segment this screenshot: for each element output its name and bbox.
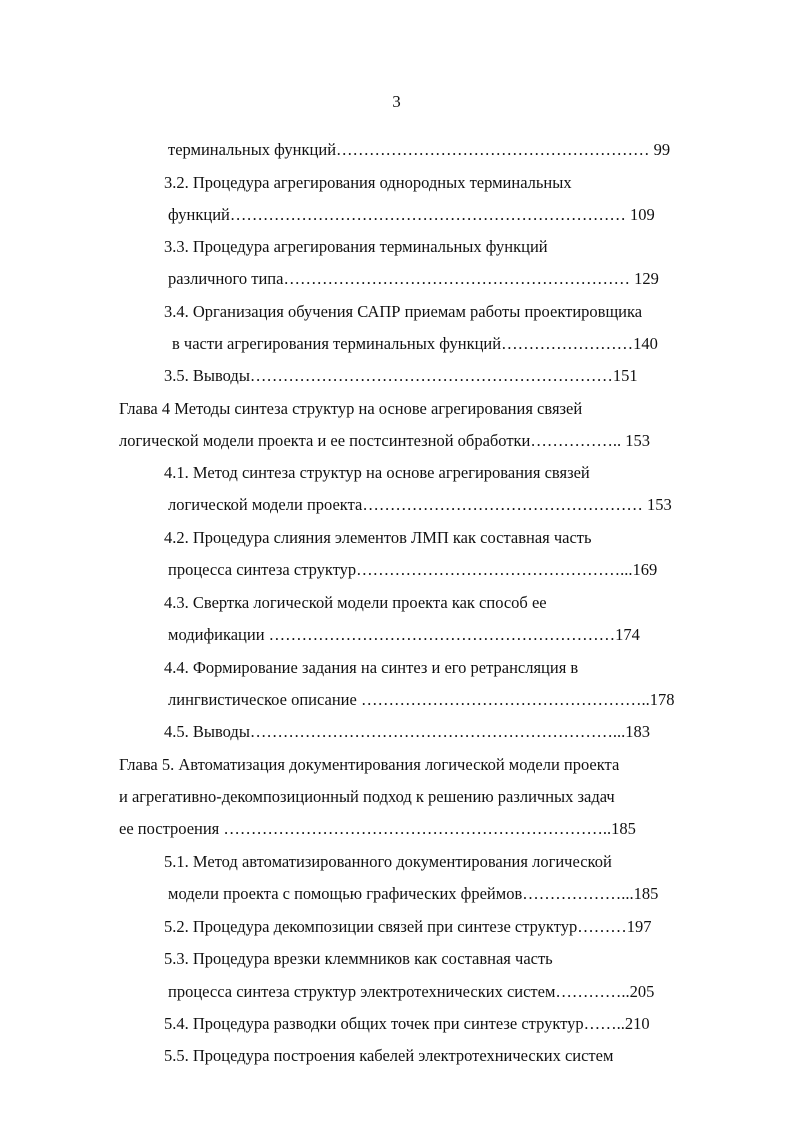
toc-entry-4-3-cont: модификации ………………………………………………………174 xyxy=(168,625,640,644)
toc-entry-3-3: 3.3. Процедура агрегирования терминальных функций xyxy=(164,237,548,256)
toc-entry-5-5: 5.5. Процедура построения кабелей электротехнических систем xyxy=(164,1046,614,1065)
toc-entry-4-1: 4.1. Метод синтеза структур на основе агрегирования связей xyxy=(164,463,590,482)
toc-entry-4-2-cont: процесса синтеза структур…………………………………………...169 xyxy=(168,560,658,579)
toc-entry-5-1: 5.1. Метод автоматизированного документирования логической xyxy=(164,852,612,871)
toc-entry-4-1-cont: логической модели проекта…………………………………………… 153 xyxy=(168,495,672,514)
toc-entry-5-4: 5.4. Процедура разводки общих точек при синтезе структур……..210 xyxy=(164,1014,650,1033)
toc-chapter-4-cont: логической модели проекта и ее постсинтезной обработки…………….. 153 xyxy=(119,431,651,450)
toc-entry-5-3: 5.3. Процедура врезки клеммников как составная часть xyxy=(164,949,553,968)
toc-entry-4-5: 4.5. Выводы…………………………………………………………...183 xyxy=(164,722,651,741)
toc-entry-4-4-cont: лингвистическое описание ……………………………………………..178 xyxy=(168,690,675,709)
toc-chapter-4: Глава 4 Методы синтеза структур на основе агрегирования связей xyxy=(119,399,583,418)
toc-entry-3-5: 3.5. Выводы…………………………………………………………151 xyxy=(164,366,638,385)
toc-chapter-5: Глава 5. Автоматизация документирования логической модели проекта xyxy=(119,755,620,774)
toc-entry-4-4: 4.4. Формирование задания на синтез и его ретрансляция в xyxy=(164,658,579,677)
toc-chapter-5-cont2: ее построения ……………………………………………………………..185 xyxy=(119,819,636,838)
toc-entry-5-3-cont: процесса синтеза структур электротехнических систем…………..205 xyxy=(168,982,655,1001)
toc-entry-5-2: 5.2. Процедура декомпозиции связей при синтезе структур………197 xyxy=(164,917,652,936)
toc-entry-3-2-cont: функций……………………………………………………………… 109 xyxy=(168,205,655,224)
toc-entry-3-3-cont: различного типа……………………………………………………… 129 xyxy=(168,269,659,288)
toc-entry-4-3: 4.3. Свертка логической модели проекта как способ ее xyxy=(164,593,547,612)
toc-entry-3-4: 3.4. Организация обучения САПР приемам работы проектировщика xyxy=(164,302,643,321)
page-number: 3 xyxy=(392,92,401,111)
toc-entry-3-2: 3.2. Процедура агрегирования однородных терминальных xyxy=(164,173,572,192)
toc-chapter-5-cont: и агрегативно-декомпозиционный подход к решению различных задач xyxy=(119,787,615,806)
toc-entry-4-2: 4.2. Процедура слияния элементов ЛМП как составная часть xyxy=(164,528,592,547)
toc-entry-3-4-cont: в части агрегирования терминальных функций……………………140 xyxy=(172,334,658,353)
toc-entry-5-1-cont: модели проекта с помощью графических фреймов………………...185 xyxy=(168,884,659,903)
toc-entry-continuation: терминальных функций………………………………………………… 99 xyxy=(168,140,671,159)
